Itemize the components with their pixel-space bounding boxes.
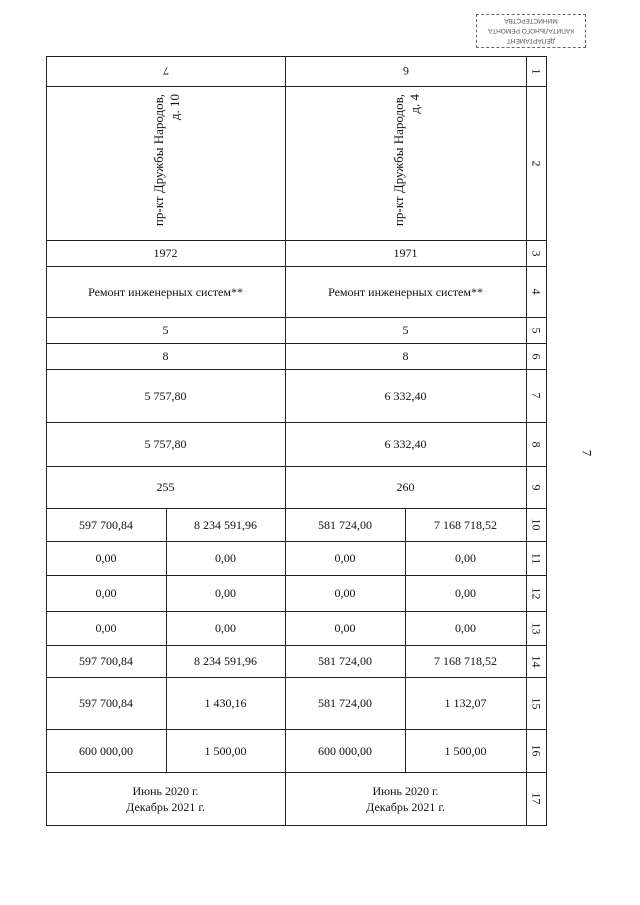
- row-number: 16: [529, 744, 544, 757]
- row-number: 7: [529, 392, 544, 399]
- left-address-house: д. 10: [167, 94, 182, 121]
- row-number: 14: [529, 655, 544, 667]
- row-number: 5: [529, 327, 544, 333]
- row-number: 6: [529, 353, 544, 359]
- left-cell-r15a: 597 700,84: [79, 696, 133, 710]
- row-number: 12: [529, 587, 544, 599]
- left-cell-r11b: 0,00: [215, 551, 236, 565]
- row-number: 2: [529, 160, 544, 166]
- right-cell-r16a: 600 000,00: [318, 743, 372, 758]
- left-cell-r13a: 0,00: [95, 621, 117, 635]
- right-year: 1971: [393, 246, 418, 260]
- right-period-start: Июнь 2020 г.: [372, 783, 439, 798]
- left-year: 1972: [153, 246, 178, 260]
- right-period-end: Декабрь 2021 г.: [366, 799, 445, 814]
- row-number: 1: [529, 68, 544, 74]
- page-number: 7: [579, 449, 595, 457]
- row-number: 4: [529, 288, 544, 295]
- stamp-line: КАПИТАЛЬНОГО РЕМОНТА: [488, 27, 574, 34]
- left-cell-r16a: 600 000,00: [79, 743, 133, 758]
- left-work-type: Ремонт инженерных систем**: [88, 284, 243, 299]
- left-cell-r10a: 597 700,84: [79, 517, 133, 532]
- right-cell-r13a: 0,00: [334, 621, 356, 635]
- row-number: 9: [529, 484, 544, 490]
- right-cell-r6: 8: [402, 349, 409, 363]
- right-cell-r12a: 0,00: [334, 586, 356, 600]
- right-cell-r16b: 1 500,00: [444, 743, 487, 758]
- left-cell-r9: 255: [156, 480, 175, 494]
- row-number: 11: [529, 552, 544, 564]
- left-address: пр-кт Дружбы Народов,: [151, 94, 166, 227]
- right-cell-r11b: 0,00: [455, 551, 476, 565]
- right-cell-r10a: 581 724,00: [318, 517, 372, 532]
- left-cell-r16b: 1 500,00: [204, 743, 247, 758]
- right-cell-r5: 5: [402, 323, 409, 337]
- left-period-end: Декабрь 2021 г.: [126, 799, 205, 814]
- left-period-start: Июнь 2020 г.: [132, 783, 199, 798]
- right-cell-r13b: 0,00: [455, 621, 476, 635]
- right-column-number: 6: [402, 64, 409, 78]
- left-cell-r11a: 0,00: [95, 551, 117, 565]
- right-cell-r7: 6 332,40: [384, 388, 427, 403]
- left-cell-r14b: 8 234 591,96: [194, 654, 257, 668]
- left-cell-r8: 5 757,80: [144, 437, 187, 451]
- right-work-type: Ремонт инженерных систем**: [328, 284, 483, 299]
- right-cell-r15a: 581 724,00: [318, 696, 372, 710]
- left-cell-r12a: 0,00: [95, 586, 117, 600]
- row-number: 17: [529, 792, 544, 805]
- left-cell-r10b: 8 234 591,96: [194, 517, 257, 532]
- row-number: 15: [529, 697, 544, 709]
- right-cell-r15b: 1 132,07: [444, 696, 487, 710]
- left-cell-r15b: 1 430,16: [204, 696, 247, 710]
- left-cell-r6: 8: [162, 349, 169, 363]
- left-cell-r5: 5: [162, 323, 169, 337]
- right-address: пр-кт Дружбы Народов,: [391, 94, 406, 227]
- row-number: 3: [529, 250, 544, 256]
- left-cell-r13b: 0,00: [215, 621, 236, 635]
- right-cell-r9: 260: [396, 480, 415, 494]
- left-cell-r12b: 0,00: [215, 586, 236, 600]
- left-column-number: 7: [162, 64, 169, 78]
- right-cell-r12b: 0,00: [455, 586, 476, 600]
- stamp-line: МИНИСТЕРСТВА: [504, 17, 558, 24]
- right-cell-r11a: 0,00: [334, 551, 356, 565]
- left-period: [46, 772, 285, 825]
- right-cell-r8: 6 332,40: [384, 437, 427, 451]
- right-cell-r14a: 581 724,00: [318, 654, 372, 668]
- right-period: [285, 772, 526, 825]
- right-cell-r10b: 7 168 718,52: [434, 517, 497, 532]
- stamp-line: ДЕПАРТАМЕНТ: [506, 37, 556, 44]
- left-cell-r14a: 597 700,84: [79, 654, 133, 668]
- row-number: 13: [529, 622, 544, 634]
- row-number: 8: [529, 441, 544, 447]
- right-address-house: д. 4: [407, 94, 422, 114]
- row-number: 10: [529, 518, 544, 531]
- right-cell-r14b: 7 168 718,52: [434, 654, 497, 668]
- approval-stamp: [476, 14, 586, 48]
- left-cell-r7: 5 757,80: [144, 388, 187, 403]
